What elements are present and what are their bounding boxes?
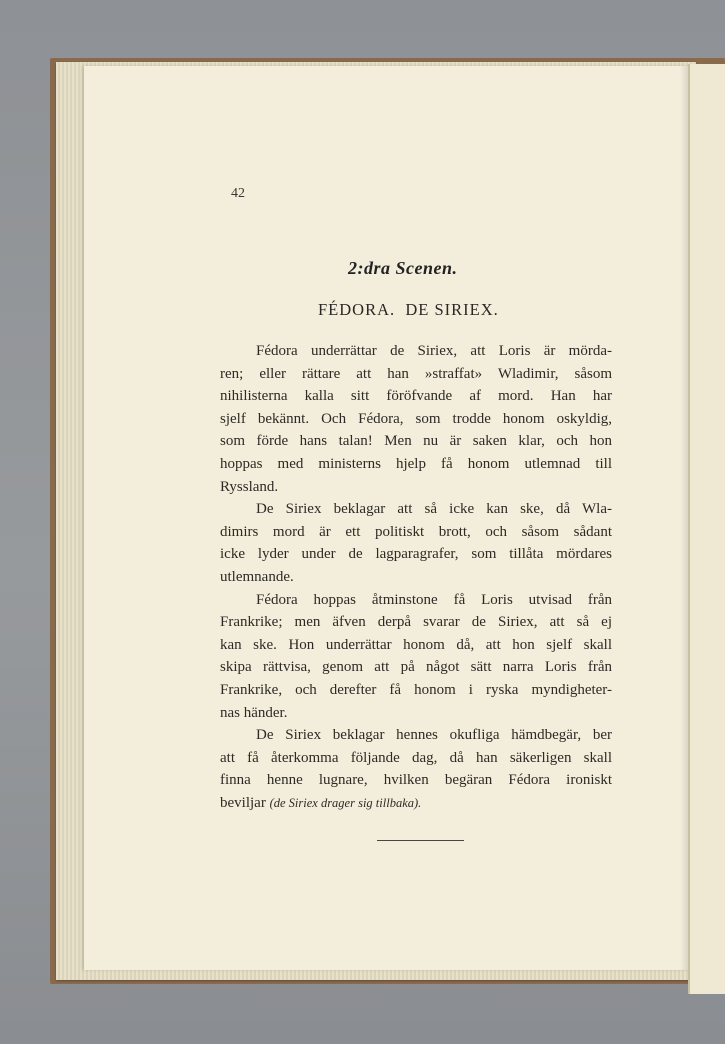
text-line: nas händer. [220,704,288,721]
text-line: De Siriex beklagar hennes okufliga hämdbegär, ber [256,727,612,744]
text-line: sjelf bekännt. Och Fédora, som trodde honom oskyldig, [220,410,612,427]
text-line: Fédora underrättar de Siriex, att Loris är mörda- [256,343,612,359]
facing-page [688,64,725,994]
text-line: Ryssland. [220,478,279,495]
text-line: att få återkomma följande dag, då han säkerligen skall [220,749,612,766]
stage-direction: (de Siriex drager sig tillbaka). [269,795,422,810]
text-line: icke lyder under de lagparagrafer, som tillåta mördares [220,546,612,563]
scene-title: 2:dra Scenen. [348,258,458,278]
text-line: nihilisterna kalla sitt föröfvande af mord. Han har [220,388,612,405]
text-line: finna henne lugnare, hvilken begäran Fédora ironiskt [220,772,612,789]
text-line: hoppas med ministerns hjelp få honom utlemnad till [220,455,612,472]
section-rule [377,840,464,841]
text-line: som förde hans talan! Men nu är saken klar, och hon [220,433,612,450]
text-line: Fédora hoppas åtminstone få Loris utvisad från [256,591,612,608]
characters-heading: FÉDORA. DE SIRIEX. [318,300,499,319]
text-line: Frankrike; men äfven derpå svarar de Siriex, att så ej [220,614,612,631]
text-line: ren; eller rättare att han »straffat» Wladimir, såsom [220,365,612,382]
body-text [220,340,612,814]
text-line: utlemnande. [220,568,294,585]
text-line: De Siriex beklagar att så icke kan ske, då Wla- [256,501,612,518]
text-line: kan ske. Hon underrättar honom då, att hon sjelf skall [220,636,612,653]
text-line: Frankrike, och derefter få honom i ryska myndigheter- [220,681,612,698]
text-line: dimirs mord är ett politiskt brott, och såsom sådant [220,523,612,540]
text-line-final [220,792,612,815]
final-line-text: beviljar [220,794,266,811]
text-line: skipa rättvisa, genom att på något sätt narra Loris från [220,659,612,676]
page-number: 42 [231,186,245,201]
